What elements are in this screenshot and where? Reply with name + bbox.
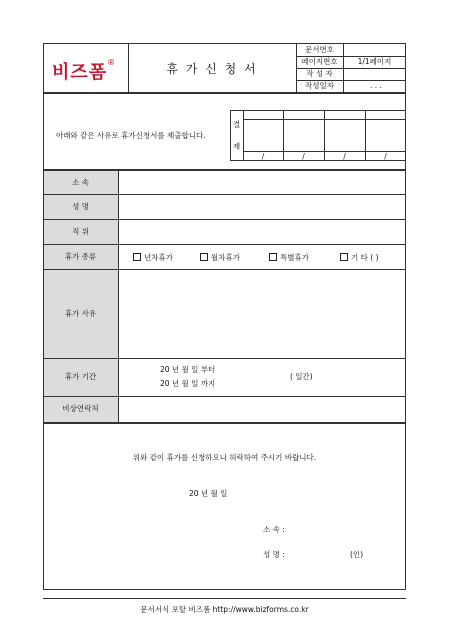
meta-label-page-number: 페이지번호 xyxy=(301,57,338,66)
document-title: 휴 가 신 청 서 xyxy=(166,62,258,76)
closing-name[interactable]: 성 명 : xyxy=(263,550,285,559)
affiliation-field[interactable] xyxy=(119,171,405,194)
position-label: 직 위 xyxy=(72,227,89,236)
meta-value-page-number: 1/1페이지 xyxy=(357,57,392,66)
period-label: 휴가 기간 xyxy=(64,372,97,381)
logo-mark: ® xyxy=(107,58,116,67)
approval-label-top: 결 xyxy=(232,120,241,129)
approval-slash: / xyxy=(343,152,346,161)
name-field[interactable] xyxy=(119,195,405,218)
seal-mark: (인) xyxy=(350,550,364,559)
meta-value-date[interactable]: . . . xyxy=(370,81,382,90)
leave-type-other[interactable]: 기 타 ( ) xyxy=(340,253,379,262)
position-field[interactable] xyxy=(119,220,405,243)
checkbox-icon xyxy=(200,253,208,261)
name-label: 성 명 xyxy=(72,202,89,211)
checkbox-icon xyxy=(133,253,141,261)
affiliation-label: 소 속 xyxy=(72,178,89,187)
closing-date[interactable]: 20 년 월 일 xyxy=(189,489,228,498)
approval-label-bottom: 재 xyxy=(232,142,241,151)
footer-divider xyxy=(43,598,406,599)
leave-type-annual[interactable]: 년차휴가 xyxy=(133,253,173,262)
checkbox-icon xyxy=(269,253,277,261)
meta-label-doc-number: 문서번호 xyxy=(305,45,334,54)
intro-text: 아래와 같은 사유로 휴가신청서를 제출합니다. xyxy=(56,131,206,140)
period-days[interactable]: ( 일간) xyxy=(290,372,313,381)
reason-field[interactable] xyxy=(119,270,405,357)
period-end[interactable]: 20 년 월 일 까지 xyxy=(160,379,216,388)
logo xyxy=(52,58,126,83)
leave-type-label: 휴가 종류 xyxy=(64,252,97,261)
approval-slash: / xyxy=(302,152,305,161)
closing-box xyxy=(43,423,406,590)
meta-label-date: 작성일자 xyxy=(305,81,334,90)
approval-slash: / xyxy=(384,152,387,161)
footer-text[interactable]: 문서서식 포탈 비즈폼 http://www.bizforms.co.kr xyxy=(140,605,309,614)
logo-text: 비즈폼 xyxy=(52,62,108,83)
checkbox-icon xyxy=(340,253,348,261)
reason-label: 휴가 사유 xyxy=(64,309,97,318)
leave-type-special[interactable]: 특별휴가 xyxy=(269,253,309,262)
meta-label-author: 작 성 자 xyxy=(306,69,333,78)
approval-slash: / xyxy=(261,152,265,161)
emergency-contact-field[interactable] xyxy=(119,397,405,422)
leave-type-monthly[interactable]: 월차휴가 xyxy=(200,253,240,262)
emergency-contact-label: 비상연락처 xyxy=(62,404,99,413)
period-start[interactable]: 20 년 월 일 부터 xyxy=(160,365,216,374)
closing-statement: 위와 같이 휴가를 신청하오니 허락하여 주시기 바랍니다. xyxy=(132,453,317,462)
closing-affiliation[interactable]: 소 속 : xyxy=(263,525,285,534)
